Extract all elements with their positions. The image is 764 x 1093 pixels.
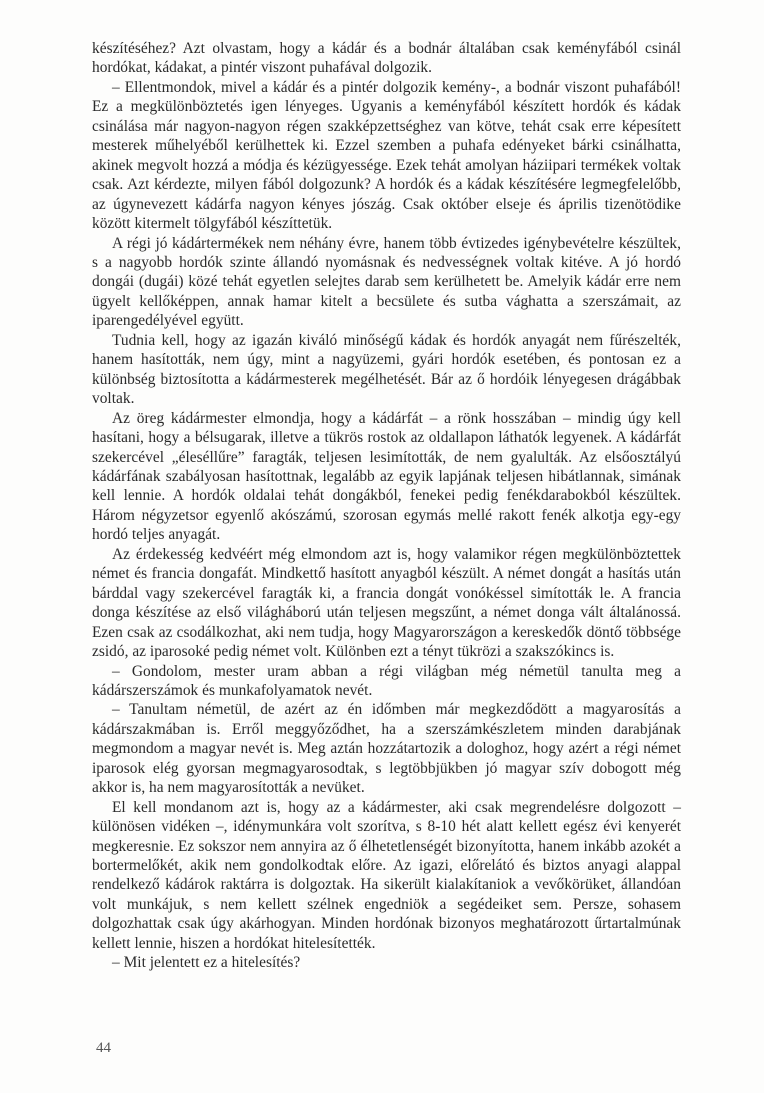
- paragraph: El kell mondanom azt is, hogy az a kádármester, aki csak megrendelésre dolgozott – különösen vidéken –, idénymunkára volt szorítva, s 8-10 hét alatt kellett egész évi kenyerét megkeresnie. Ez sokszor nem annyira az ő élhetetlenségét bizonyította, hanem inkább azokét a bortermelőkét, akik nem gondolkodtak előre. Az igazi, előrelátó és biztos anyagi alappal rendelkező kádárok raktárra is dolgoztak. Ha sikerült kialakítaniok a vevőkörüket, állandóan volt munkájuk, s nem kellett szélnek engedniök a segédeiket sem. Persze, sohasem dolgozhattak csak úgy akárhogyan. Minden hordónak bizonyos meghatározott űrtartalmúnak kellett lennie, hiszen a hordókat hitelesítették.: [92, 798, 681, 952]
- paragraph: – Ellentmondok, mivel a kádár és a pintér dolgozik kemény-, a bodnár viszont puhafából! Ez a megkülönböztetés igen lényeges. Ugyanis a keményfából készített hordók és kádak csinálása már nagyon-nagyon régen szakképzettséghez van kötve, tehát csak erre képesített mesterek műhelyéből kerülhettek ki. Ezzel szemben a puhafa edényeket bárki csinálhatta, akinek megvolt hozzá a módja és kézügyessége. Ezek tehát amolyan háziipari termékek voltak csak. Azt kérdezte, milyen fából dolgozunk? A hordók és a kádak készítésére legmegfelelőbb, az úgynevezett kádárfa nagyon kényes jószág. Csak október elseje és április tizenötödike között kitermelt tölgyfából készíttetük.: [92, 78, 681, 233]
- body-text: [92, 39, 681, 973]
- paragraph: – Mit jelentett ez a hitelesítés?: [112, 954, 301, 972]
- paragraph: A régi jó kádártermékek nem néhány évre, hanem több évtizedes igénybevételre készültek, s a nagyobb hordók szinte állandó nyomásnak és nedvességnek voltak kitéve. A jó hordó dongái (dugái) közé tehát egyetlen selejtes darab sem kerülhetett be. Amelyik kádár erre nem ügyelt kellőképpen, annak hamar kitelt a becsülete és sutba vághatta a szerszámait, az iparengedélyével együtt.: [92, 234, 681, 330]
- paragraph: – Tanultam németül, de azért az én időmben már megkezdődött a magyarosítás a kádárszakmában is. Erről meggyőződhet, ha a szerszámkészletem minden darabjának megmondom a magyar nevét is. Meg aztán hozzátartozik a dologhoz, hogy azért a régi német iparosok elég gyorsan megmagyarosodtak, s legtöbbjükben jó magyar szív dobogott még akkor is, ha nem magyarosították a nevüket.: [92, 701, 681, 797]
- paragraph: Tudnia kell, hogy az igazán kiváló minőségű kádak és hordók anyagát nem fűrészelték, hanem hasították, nem úgy, mint a nagyüzemi, gyári hordók esetében, és pontosan ez a különbség biztosította a kádármesterek megélhetését. Bár az ő hordóik lényegesen drágábbak voltak.: [92, 331, 681, 408]
- page-number: 44: [96, 1040, 111, 1056]
- paragraph: készítéséhez? Azt olvastam, hogy a kádár és a bodnár általában csak keményfából csinál hordókat, kádakat, a pintér viszont puhafával dolgozik.: [92, 40, 681, 77]
- paragraph: Az érdekesség kedvéért még elmondom azt is, hogy valamikor régen megkülönböztettek német és francia dongafát. Mindkettő hasított anyagból készült. A német dongát a hasítás után bárddal vagy szekercével faragták ki, a francia dongát vonókéssel simították le. A francia donga készítése az első világháború után teljesen megszűnt, a német donga vált általánossá. Ezen csak az csodálkozhat, aki nem tudja, hogy Magyarországon a kereskedők döntő többsége zsidó, az iparosoké pedig német volt. Különben ezt a tényt tükrözi a szakszókincs is.: [92, 545, 681, 661]
- paragraph: – Gondolom, mester uram abban a régi világban még németül tanulta meg a kádárszerszámok és munkafolyamatok nevét.: [92, 662, 681, 699]
- paragraph: Az öreg kádármester elmondja, hogy a kádárfát – a rönk hosszában – mindig úgy kell hasítani, hogy a bélsugarak, illetve a tükrös rostok az oldallapon láthatók legyenek. A kádárfát szekercével „éleséllűre” faragták, teljesen lesimították, de nem gyalulták. Az elsőosztályú kádárfának szabályosan hasítottnak, legalább az egyik lapjának teljesen hibátlannak, simának kell lennie. A hordók oldalai tehát dongákból, fenekei pedig fenékdarabokból készültek. Három négyzetsor egyenlő akószámú, szorosan egymás mellé rakott fenék alkotja egy-egy hordó teljes anyagát.: [92, 409, 681, 544]
